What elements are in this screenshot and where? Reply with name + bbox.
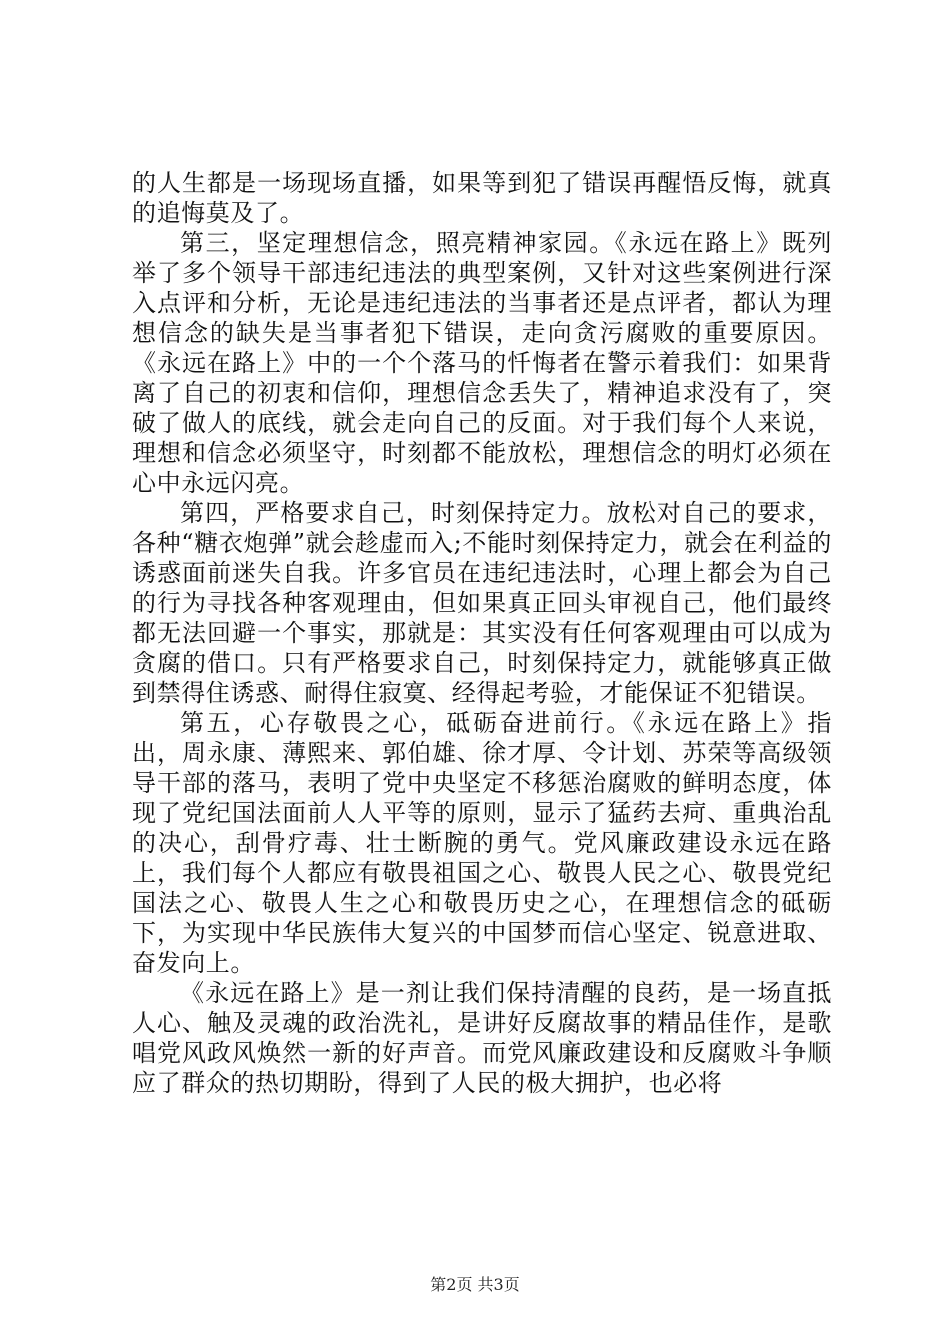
paragraph-point-five: 第五，心存敬畏之心，砥砺奋进前行。《永远在路上》指出，周永康、薄熙来、郭伯雄、徐才厚、令计划、苏荣等高级领导干部的落马，表明了党中央坚定不移惩治腐败的鲜明态度，体现了党纪国法面前人人平等的原则，显示了猛药去疴、重典治乱的决心，刮骨疗毒、壮士断腕的勇气。党风廉政建设永远在路上，我们每个人都应有敬畏祖国之心、敬畏人民之心、敬畏党纪国法之心、敬畏人生之心和敬畏历史之心，在理想信念的砥砺下，为实现中华民族伟大复兴的中国梦而信心坚定、锐意进取、奋发向上。: [132, 709, 832, 977]
paragraph-point-three: 第三，坚定理想信念，照亮精神家园。《永远在路上》既列举了多个领导干部违纪违法的典型案例，又针对这些案例进行深入点评和分析，无论是违纪违法的当事者还是点评者，都认为理想信念的缺失是当事者犯下错误，走向贪污腐败的重要原因。《永远在路上》中的一个个落马的忏悔者在警示着我们：如果背离了自己的初衷和信仰，理想信念丢失了，精神追求没有了，突破了做人的底线，就会走向自己的反面。对于我们每个人来说，理想和信念必须坚守，时刻都不能放松，理想信念的明灯必须在心中永远闪亮。: [132, 229, 832, 497]
page-footer: [0, 1275, 950, 1295]
paragraph-conclusion: 《永远在路上》是一剂让我们保持清醒的良药，是一场直抵人心、触及灵魂的政治洗礼，是讲好反腐故事的精品佳作，是歌唱党风政风焕然一新的好声音。而党风廉政建设和反腐败斗争顺应了群众的热切期盼，得到了人民的极大拥护，也必将: [132, 979, 832, 1097]
paragraph-point-four: 第四，严格要求自己，时刻保持定力。放松对自己的要求，各种“糖衣炮弹”就会趁虚而入;不能时刻保持定力，就会在利益的诱惑面前迷失自我。许多官员在违纪违法时，心理上都会为自己的行为寻找各种客观理由，但如果真正回头审视自己，他们最终都无法回避一个事实，那就是：其实没有任何客观理由可以成为贪腐的借口。只有严格要求自己，时刻保持定力，就能够真正做到禁得住诱惑、耐得住寂寞、经得起考验，才能保证不犯错误。: [132, 499, 832, 707]
paragraph-continuation: 的人生都是一场现场直播，如果等到犯了错误再醒悟反悔，就真的追悔莫及了。: [132, 169, 832, 227]
document-body: [132, 168, 832, 1098]
page-number: 第2页 共3页: [430, 1275, 520, 1294]
